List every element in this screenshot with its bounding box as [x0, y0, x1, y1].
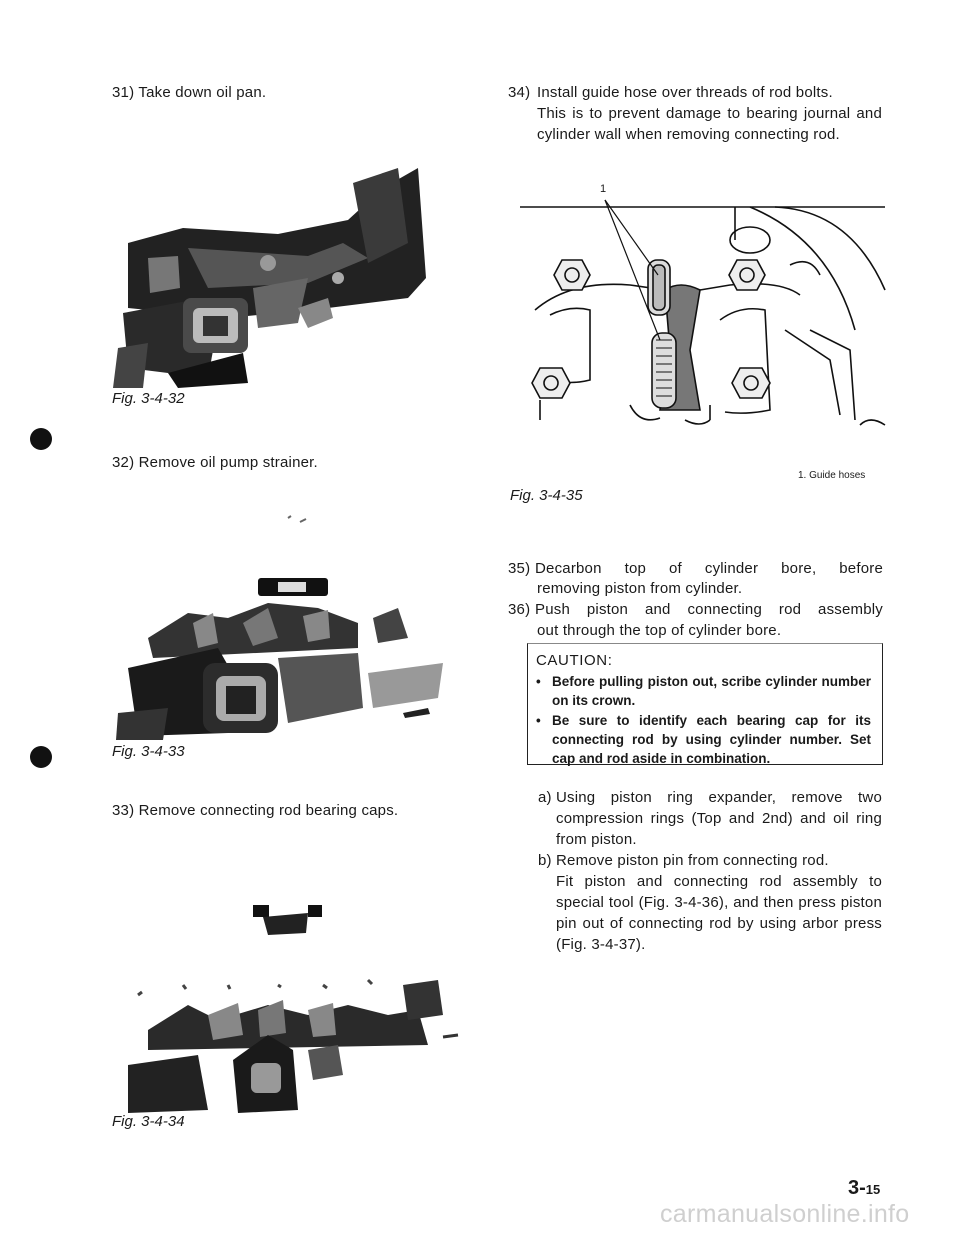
substep-a-number: a) — [538, 789, 552, 806]
figure-caption-33: Fig. 3-4-33 — [112, 743, 185, 760]
caution-title: CAUTION: — [536, 652, 613, 669]
figure-caption-32: Fig. 3-4-32 — [112, 390, 185, 407]
substep-b-continuation: Fit piston and connecting rod assembly to special tool (Fig. 3-4-36), and then press piston pin out of connecting rod by using arbor press (Fig. 3-4-37). — [556, 873, 882, 953]
page-number-suffix: 15 — [865, 1182, 881, 1197]
caution-item-2 — [536, 711, 871, 768]
step-35-line1: Decarbon top of cylinder bore, before — [535, 560, 883, 577]
photo-bearing-caps — [108, 885, 468, 1115]
step-34-continuation: This is to prevent damage to bearing journal and cylinder wall when removing connecting rod. — [537, 105, 882, 143]
step-36-continuation: out through the top of cylinder bore. — [537, 622, 782, 639]
step-31: 31) Take down oil pan. — [112, 84, 267, 101]
step-35-number: 35) — [508, 560, 531, 577]
diagram-guide-hoses — [510, 180, 890, 442]
photo-oil-pump-strainer — [108, 508, 448, 743]
bullet-icon: • — [536, 713, 541, 728]
diagram-legend: 1. Guide hoses — [798, 470, 866, 481]
step-36-line1: Push piston and connecting rod assembly — [535, 601, 883, 618]
figure-caption-34: Fig. 3-4-34 — [112, 1113, 185, 1130]
caution-item-1 — [536, 672, 871, 710]
step-34-number: 34) — [508, 84, 531, 101]
step-34-line1: Install guide hose over threads of rod bolts. — [537, 84, 833, 101]
substep-a-continuation: compression rings (Top and 2nd) and oil ring from piston. — [556, 810, 882, 848]
substep-b-number: b) — [538, 852, 552, 869]
bullet-icon: • — [536, 674, 541, 689]
watermark: carmanualsonline.info — [660, 1200, 910, 1228]
binder-hole-2 — [30, 746, 52, 768]
caution-item-2-text: Be sure to identify each bearing cap for its connecting rod by using cylinder number. Set cap and rod aside in combination. — [552, 713, 871, 766]
substep-a-line1: Using piston ring expander, remove two — [556, 789, 882, 806]
caution-item-1-text: Before pulling piston out, scribe cylinder number on its crown. — [552, 674, 871, 708]
substep-b-line1: Remove piston pin from connecting rod. — [556, 852, 829, 869]
photo-oil-pan — [108, 148, 438, 393]
step-35-continuation: removing piston from cylinder. — [537, 580, 743, 597]
callout-number: 1 — [600, 183, 607, 195]
page-number-prefix: 3- — [848, 1177, 866, 1199]
page-number — [848, 1177, 880, 1200]
step-32: 32) Remove oil pump strainer. — [112, 454, 318, 471]
binder-hole-1 — [30, 428, 52, 450]
figure-caption-35: Fig. 3-4-35 — [510, 487, 583, 504]
caution-box — [527, 643, 883, 765]
step-33: 33) Remove connecting rod bearing caps. — [112, 802, 399, 819]
step-36-number: 36) — [508, 601, 531, 618]
